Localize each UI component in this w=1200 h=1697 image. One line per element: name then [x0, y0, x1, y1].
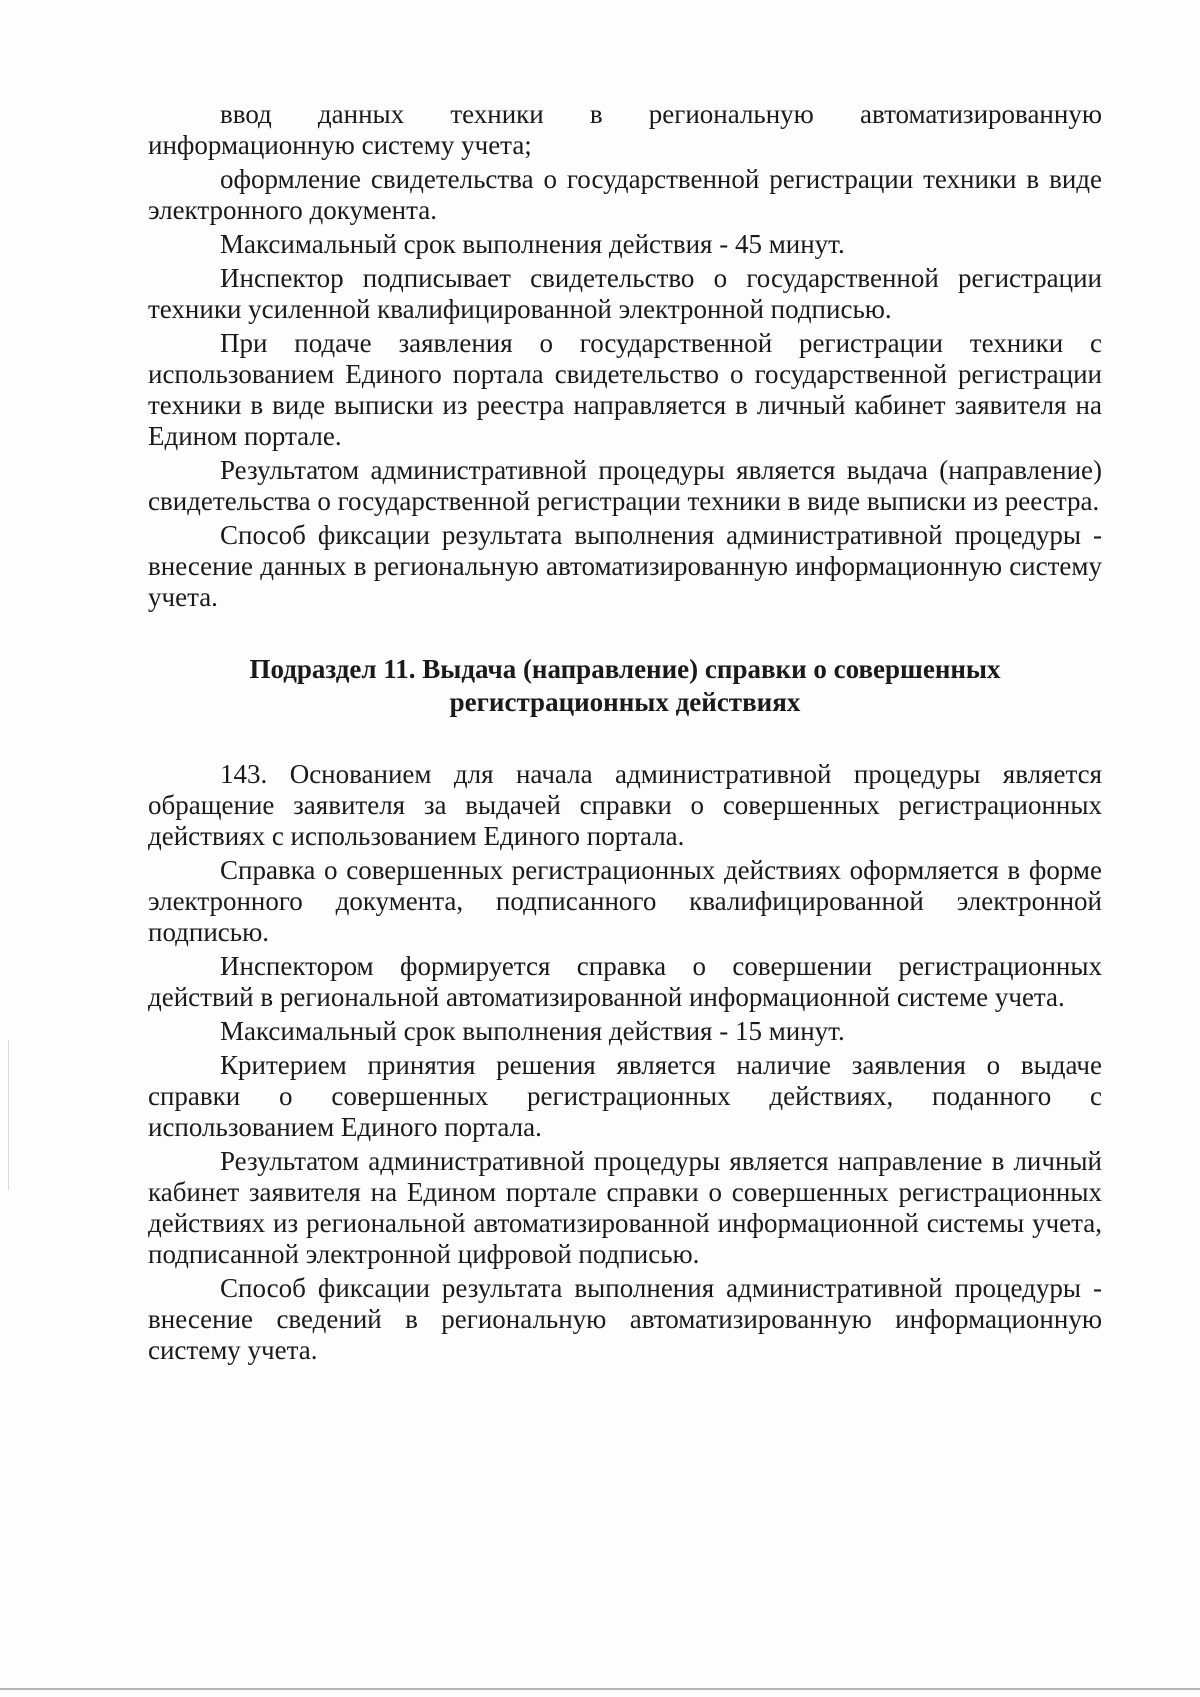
paragraph: При подаче заявления о государственной регистрации техники с использованием Единого портала свидетельство о государственной регистрации техники в виде выписки из реестра направляется в личный кабинет заявителя на Едином портале. [148, 328, 1102, 451]
paragraph: Результатом административной процедуры является направление в личный кабинет заявителя на Едином портале справки о совершенных регистрационных действиях из региональной автоматизированной информационной системы учета, подписанной электронной цифровой подписью. [148, 1146, 1102, 1269]
paragraph: оформление свидетельства о государственной регистрации техники в виде электронного документа. [148, 164, 1102, 225]
scan-edge-mark [8, 1040, 9, 1190]
paragraph: Максимальный срок выполнения действия - 15 минут. [220, 1016, 845, 1046]
paragraph: ввод данных техники в региональную автоматизированную информационную систему учета; [148, 99, 1102, 160]
paragraph: Критерием принятия решения является наличие заявления о выдаче справки о совершенных регистрационных действиях, поданного с использованием Единого портала. [148, 1050, 1102, 1142]
document-body [148, 96, 1102, 1366]
scan-bottom-edge [0, 1688, 1200, 1690]
paragraph: Способ фиксации результата выполнения административной процедуры - внесение сведений в региональную автоматизированную информационную систему учета. [148, 1273, 1102, 1365]
paragraph: Результатом административной процедуры является выдача (направление) свидетельства о государственной регистрации техники в виде выписки из реестра. [148, 455, 1102, 516]
paragraph: Максимальный срок выполнения действия - 45 минут. [220, 229, 845, 259]
section-heading-line: регистрационных действиях [449, 687, 801, 717]
section-heading-line: Подраздел 11. Выдача (направление) справки о совершенных [249, 654, 1001, 684]
paragraph: Инспектором формируется справка о совершении регистрационных действий в региональной автоматизированной информационной системе учета. [148, 951, 1102, 1012]
paragraph: 143. Основанием для начала административной процедуры является обращение заявителя за выдачей справки о совершенных регистрационных действиях с использованием Единого портала. [148, 759, 1102, 851]
paragraph: Инспектор подписывает свидетельство о государственной регистрации техники усиленной квалифицированной электронной подписью. [148, 263, 1102, 324]
section-heading [148, 653, 1102, 719]
paragraph: Способ фиксации результата выполнения административной процедуры - внесение данных в региональную автоматизированную информационную систему учета. [148, 520, 1102, 612]
paragraph: Справка о совершенных регистрационных действиях оформляется в форме электронного документа, подписанного квалифицированной электронной подписью. [148, 855, 1102, 947]
